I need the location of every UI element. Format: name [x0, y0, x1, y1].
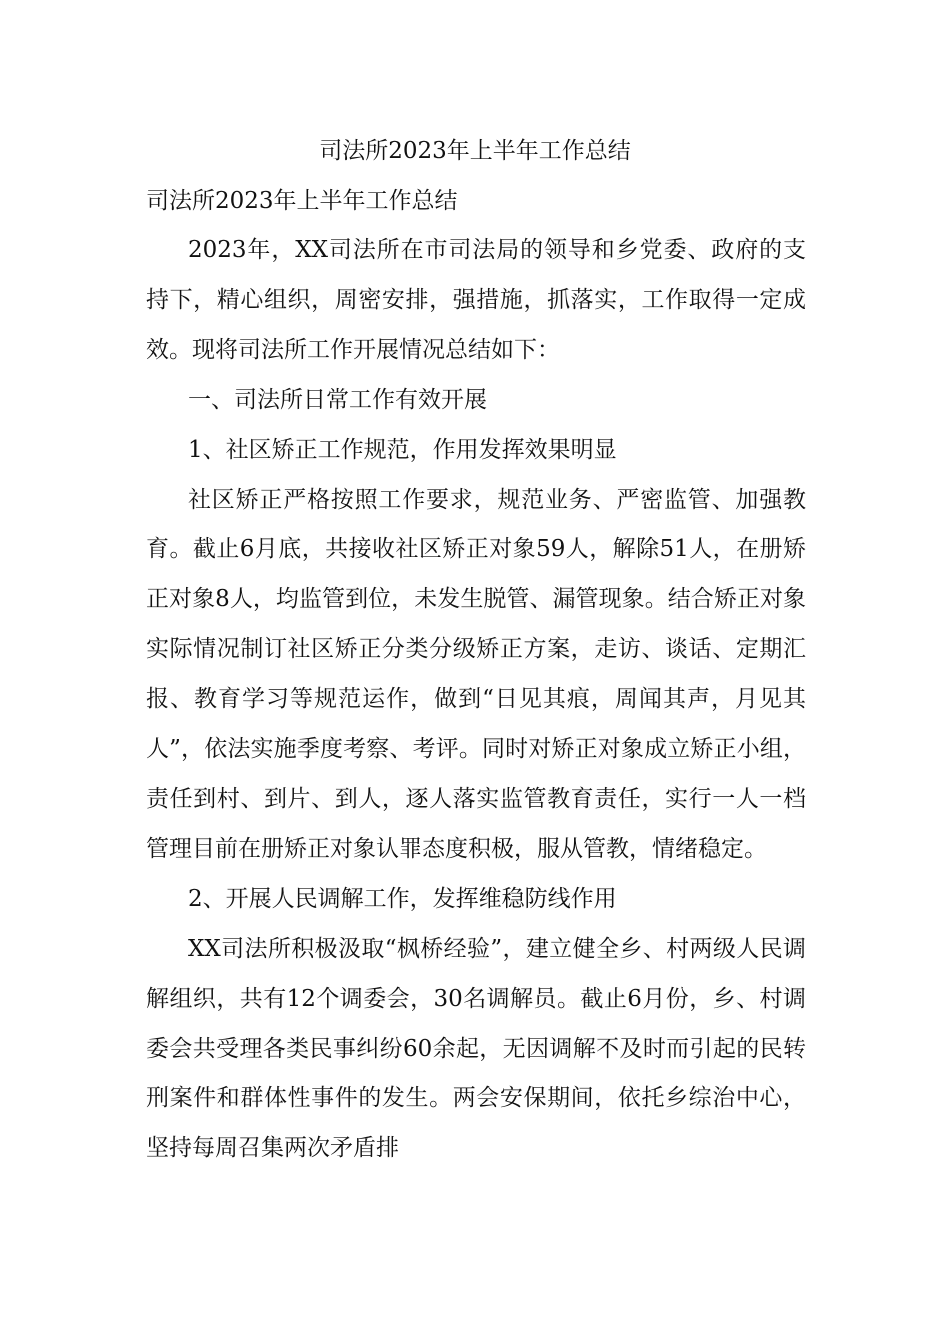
body-paragraph: XX司法所积极汲取“枫桥经验”，建立健全乡、村两级人民调解组织，共有12个调委会，30名调解员。截止6月份，乡、村调委会共受理各类民事纠纷60余起，无因调解不及时而引起的民转刑案件和群体性事件的发生。两会安保期间，依托乡综治中心，坚持每周召集两次矛盾排: [146, 935, 806, 1162]
subsection-heading: 2、开展人民调解工作，发挥维稳防线作用: [188, 885, 617, 912]
subsection-heading: 1、社区矫正工作规范，作用发挥效果明显: [188, 436, 617, 463]
section-heading: 一、司法所日常工作有效开展: [188, 386, 487, 413]
document-subtitle: 司法所2023年上半年工作总结: [146, 188, 458, 214]
document-title: 司法所2023年上半年工作总结: [319, 138, 631, 164]
body-paragraph: 社区矫正严格按照工作要求，规范业务、严密监管、加强教育。截止6月底，共接收社区矫正对象59人，解除51人，在册矫正对象8人，均监管到位，未发生脱管、漏管现象。结合矫正对象实际情况制订社区矫正分类分级矫正方案，走访、谈话、定期汇报、教育学习等规范运作，做到“日见其痕，周闻其声，月见其人”，依法实施季度考察、考评。同时对矫正对象成立矫正小组，责任到村、到片、到人，逐人落实监管教育责任，实行一人一档管理目前在册矫正对象认罪态度积极，服从管教，情绪稳定。: [146, 486, 806, 862]
intro-paragraph: 2023年，XX司法所在市司法局的领导和乡党委、政府的支持下，精心组织，周密安排，强措施，抓落实，工作取得一定成效。现将司法所工作开展情况总结如下：: [146, 237, 806, 363]
document-body: [146, 226, 806, 1174]
